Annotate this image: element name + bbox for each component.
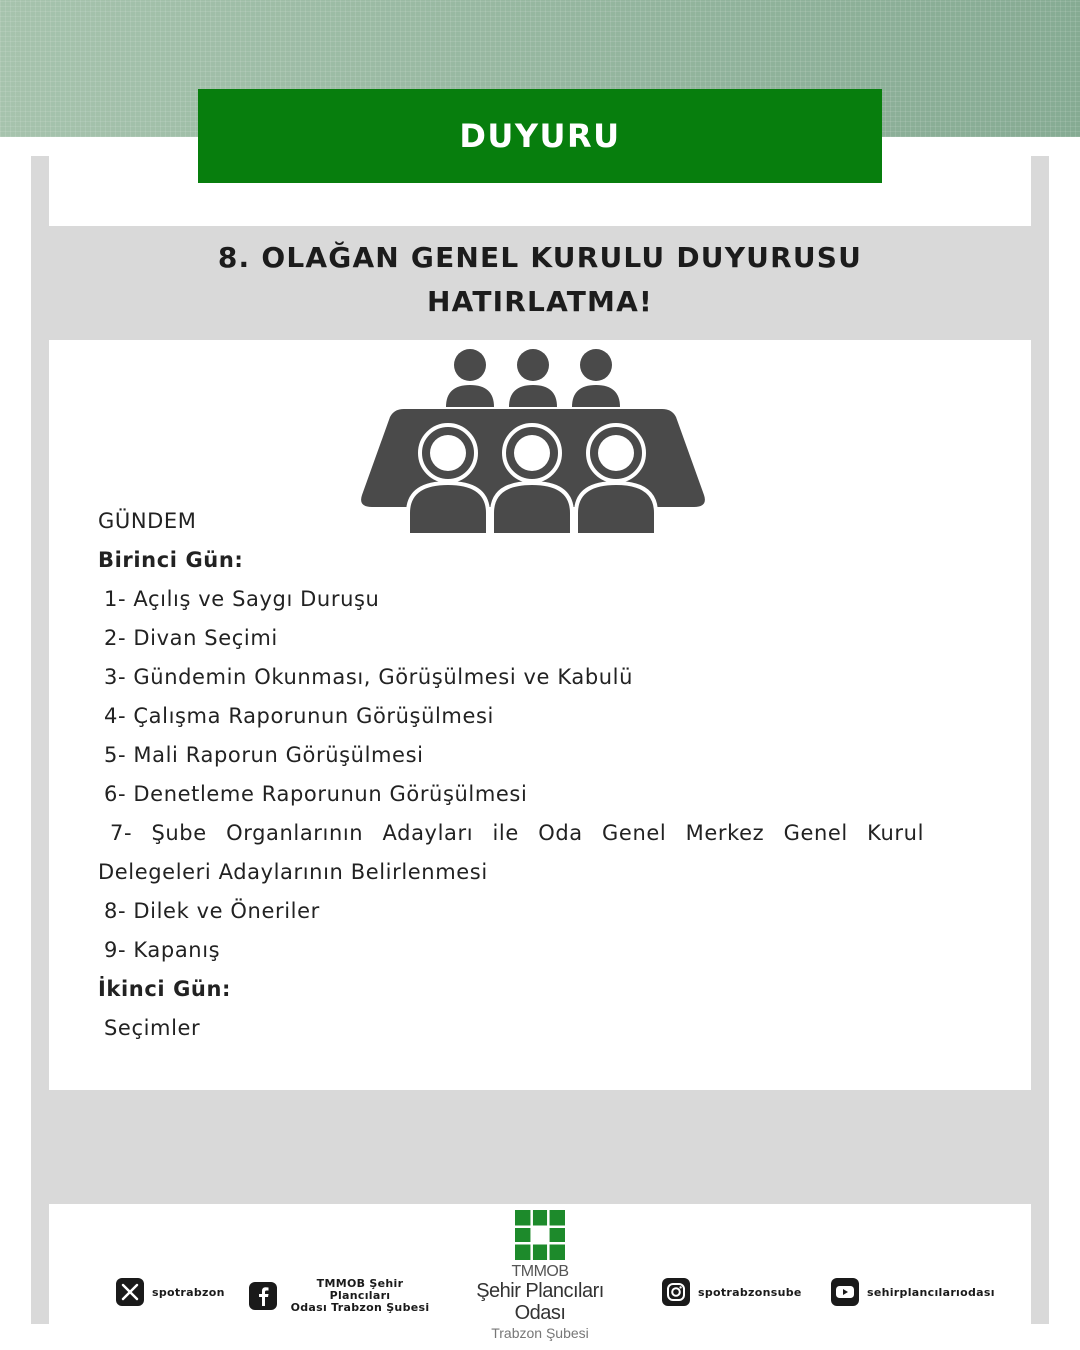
banner-title: DUYURU (459, 117, 621, 155)
title-line-2: HATIRLATMA! (427, 285, 653, 318)
agenda-item: 4- Çalışma Raporunun Görüşülmesi (104, 704, 494, 728)
agenda-item: 2- Divan Seçimi (104, 626, 278, 650)
logo-line-1: TMMOB (511, 1263, 569, 1280)
facebook-line-1: TMMOB Şehir Plancıları (316, 1277, 404, 1302)
facebook-page-name (285, 1278, 435, 1314)
agenda-item: 6- Denetleme Raporunun Görüşülmesi (104, 782, 528, 806)
agenda-item: 1- Açılış ve Saygı Duruşu (104, 587, 380, 611)
agenda-item-continuation: Delegeleri Adaylarının Belirlenmesi (98, 860, 488, 884)
youtube-handle: sehirplancılarıodası (867, 1285, 995, 1299)
agenda-item: 5- Mali Raporun Görüşülmesi (104, 743, 424, 767)
agenda-item: 3- Gündemin Okunması, Görüşülmesi ve Kabulü (104, 665, 633, 689)
instagram-handle: spotrabzonsube (698, 1285, 802, 1299)
facebook-social-link[interactable] (249, 1278, 435, 1314)
day-two-label: İkinci Gün: (98, 977, 232, 1001)
logo-line-2: Şehir Plancıları Odası (476, 1280, 604, 1324)
title-line-1: 8. OLAĞAN GENEL KURULU DUYURUSU (217, 241, 863, 274)
youtube-social-link[interactable] (831, 1278, 995, 1306)
agenda (98, 502, 924, 1048)
facebook-line-2: Odası Trabzon Şubesi (290, 1301, 430, 1314)
agenda-item: 8- Dilek ve Öneriler (104, 899, 320, 923)
logo-line-3: Trabzon Şubesi (491, 1325, 589, 1341)
x-handle: spotrabzon (152, 1285, 225, 1299)
x-icon (116, 1278, 144, 1306)
x-social-link[interactable] (116, 1278, 225, 1306)
tmmob-logo (450, 1210, 630, 1341)
agenda-heading: GÜNDEM (98, 509, 197, 533)
page-title (49, 236, 1031, 324)
instagram-social-link[interactable] (662, 1278, 802, 1306)
day-two-item: Seçimler (104, 1016, 201, 1040)
instagram-icon (662, 1278, 690, 1306)
agenda-item: 7- Şube Organlarının Adayları ile Oda Genel Merkez Genel Kurul (110, 821, 924, 845)
announcement-banner (198, 89, 882, 183)
youtube-icon (831, 1278, 859, 1306)
agenda-item: 9- Kapanış (104, 938, 221, 962)
facebook-icon (249, 1282, 277, 1310)
tmmob-logo-mark (515, 1210, 565, 1260)
day-one-label: Birinci Gün: (98, 548, 244, 572)
